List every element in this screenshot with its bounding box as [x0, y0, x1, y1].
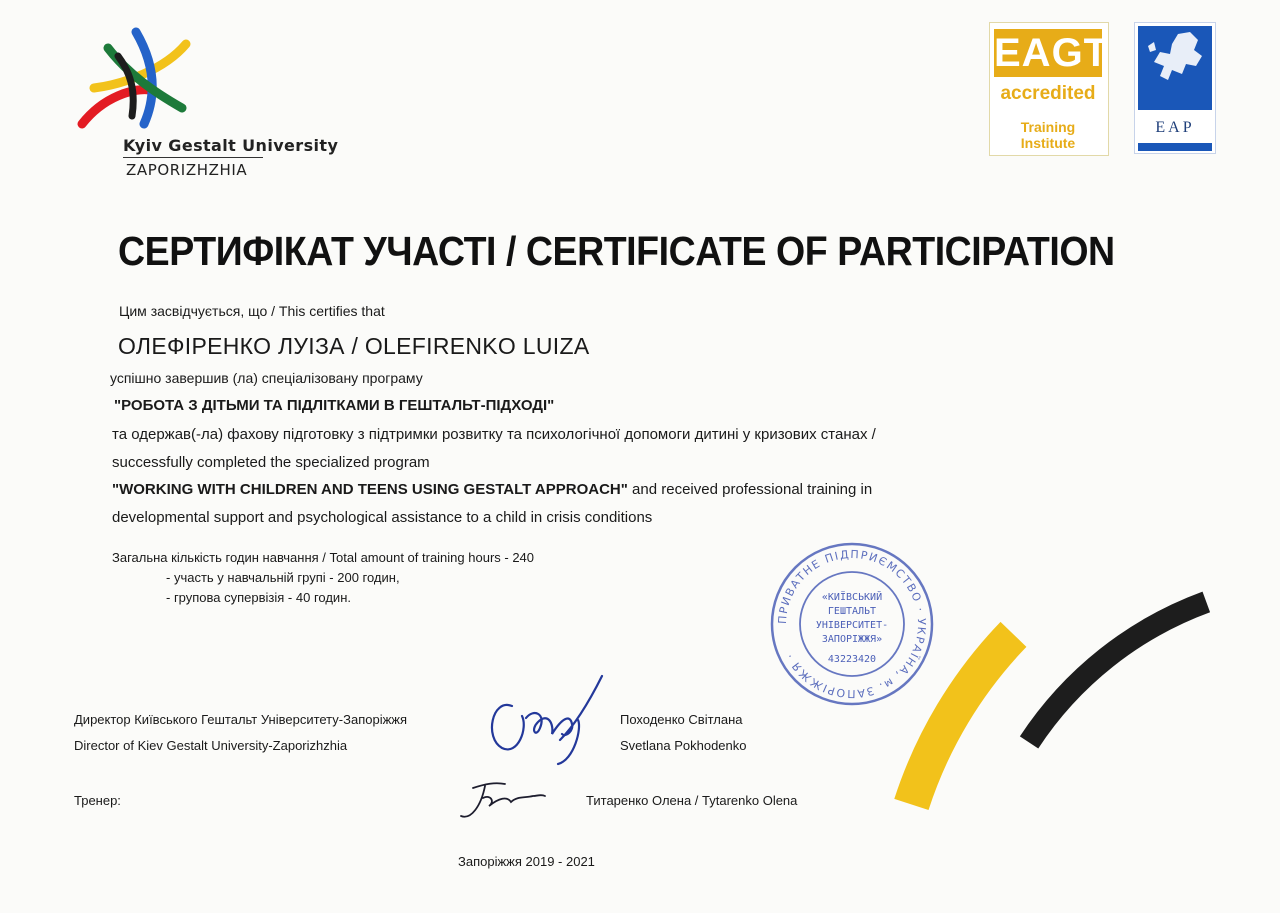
eagt-accredited: accredited: [1000, 83, 1096, 104]
official-stamp: [768, 540, 936, 708]
director-name-en: Svetlana Pokhodenko: [620, 738, 747, 753]
stamp-code: 43223420: [827, 654, 877, 665]
trainer-signature-icon: [455, 776, 555, 826]
yellow-arc: [1005, 615, 1280, 913]
red-small-arc: [1062, 672, 1280, 913]
eagt-main: EAGT: [994, 31, 1110, 75]
stamp-outer-text: ПРИВАТНЕ ПІДПРИЄМСТВО · УКРАЇНА, м. ЗАПОРІЖЖЯ ·: [775, 547, 929, 701]
completed-ua: успішно завершив (ла) спеціалізовану програму: [110, 370, 423, 386]
kgu-name: Kyiv Gestalt University: [123, 136, 339, 155]
received-en-1: and received professional training in: [627, 481, 873, 498]
eap-logo: [1134, 22, 1216, 154]
eap-bar: [1138, 143, 1212, 151]
director-en: Director of Kiev Gestalt University-Zaporizhzhia: [74, 738, 348, 753]
director-name-ua: Походенко Світлана: [620, 712, 743, 727]
eap-text: EAP: [1155, 119, 1195, 136]
red-arc: [930, 540, 1280, 913]
black-arc: [970, 580, 1280, 913]
program-en-line: [112, 481, 872, 498]
blue-arc: [930, 540, 1280, 913]
hours-total: Загальна кількість годин навчання / Total amount of training hours - 240: [112, 550, 535, 565]
stamp-line-1: «КИЇВСЬКИЙ: [821, 592, 883, 603]
recipient-name: ОЛЕФІРЕНКО ЛУІЗА / OLEFIRENKO LUIZA: [118, 333, 590, 359]
stamp-line-2: ГЕШТАЛЬТ: [827, 606, 877, 617]
stamp-line-3: УНІВЕРСИТЕТ-: [815, 620, 889, 631]
stamp-line-4: ЗАПОРІЖЖЯ»: [821, 634, 883, 645]
received-en-2: developmental support and psychological assistance to a child in crisis conditions: [112, 509, 653, 526]
certificate-title: СЕРТИФІКАТ УЧАСТІ / CERTIFICATE OF PARTICIPATION: [118, 228, 1115, 274]
kgu-divider: [123, 157, 263, 158]
received-ua: та одержав(-ла) фахову підготовку з підтримки розвитку та психологічної допомоги дитині у кризових станах /: [112, 426, 876, 443]
certifies-text: Цим засвідчується, що / This certifies that: [119, 303, 385, 319]
trainer-name: Титаренко Олена / Tytarenko Olena: [586, 793, 798, 808]
director-ua: Директор Київського Гештальт Університету-Запоріжжя: [74, 712, 408, 727]
completed-en: successfully completed the specialized program: [112, 454, 430, 471]
yellow-outer-arc: [890, 500, 1280, 913]
kgu-logo-icon: [74, 26, 200, 132]
hours-group: - участь у навчальній групі - 200 годин,: [166, 570, 400, 585]
europe-map-icon: [1138, 26, 1212, 110]
place-years: Запоріжжя 2019 - 2021: [458, 854, 595, 869]
program-en: "WORKING WITH CHILDREN AND TEENS USING GESTALT APPROACH": [112, 481, 628, 498]
program-ua: "РОБОТА З ДІТЬМИ ТА ПІДЛІТКАМИ В ГЕШТАЛЬТ-ПІДХОДІ": [114, 397, 555, 414]
eagt-logo: [989, 22, 1109, 156]
trainer-label: Тренер:: [74, 793, 121, 808]
director-signature-icon: [482, 668, 612, 768]
hours-supervision: - групова супервізія - 40 годин.: [166, 590, 351, 605]
eagt-training: Training Institute: [1020, 119, 1076, 151]
kgu-city: ZAPORIZHZHIA: [126, 161, 248, 179]
